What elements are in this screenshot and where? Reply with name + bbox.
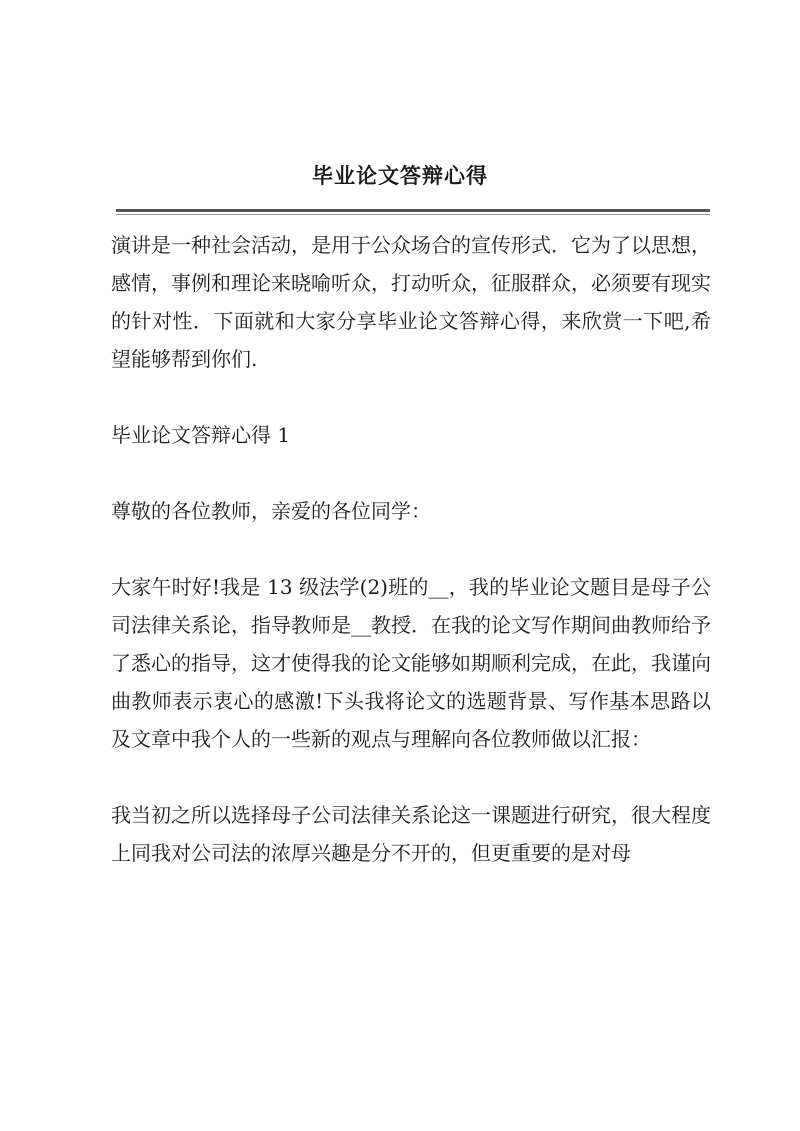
salutation-paragraph: 尊敬的各位教师，亲爱的各位同学： bbox=[111, 499, 431, 523]
document-body bbox=[111, 226, 711, 872]
body-paragraph: 大家午时好!我是 13 级法学(2)班的__，我的毕业论文题目是母子公司法律关系论，指导教师是__教授．在我的论文写作期间曲教师给予了悉心的指导，这才使得我的论文能够如期顺利完成，在此，我谨向曲教师表示衷心的感激!下头我将论文的选题背景、写作基本思路以及文章中我个人的一些新的观点与理解向各位教师做以汇报： bbox=[111, 575, 711, 751]
body-paragraph: 我当初之所以选择母子公司法律关系论这一课题进行研究，很大程度上同我对公司法的浓厚兴趣是分不开的，但更重要的是对母 bbox=[111, 803, 711, 865]
title-divider-thin bbox=[116, 214, 710, 215]
document-title: 毕业论文答辩心得 bbox=[312, 163, 488, 188]
title-divider bbox=[116, 209, 710, 212]
intro-paragraph: 演讲是一种社会活动，是用于公众场合的宣传形式．它为了以思想，感情，事例和理论来晓喻听众，打动听众，征服群众，必须要有现实的针对性．下面就和大家分享毕业论文答辩心得，来欣赏一下吧,希望能够帮到你们. bbox=[111, 233, 711, 371]
section-heading: 毕业论文答辩心得 1 bbox=[111, 423, 291, 447]
